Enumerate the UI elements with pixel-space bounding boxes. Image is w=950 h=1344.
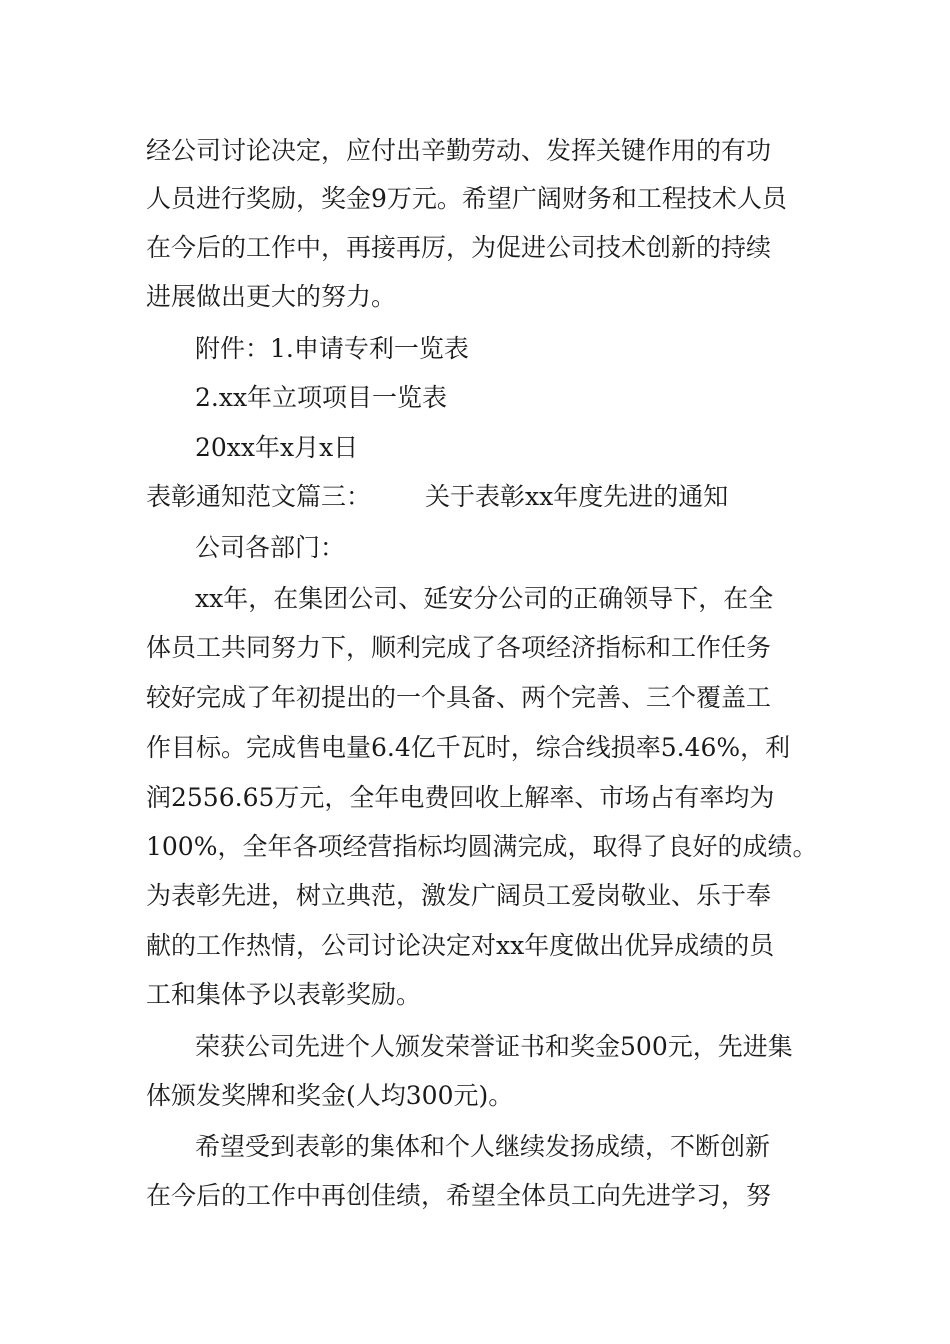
date-line: 20xx年x月x日: [195, 433, 359, 462]
attachment-line: 附件：1.申请专利一览表: [195, 334, 469, 363]
paragraph-line: 较好完成了年初提出的一个具备、两个完善、三个覆盖工: [146, 683, 772, 712]
paragraph-line: 在今后的工作中再创佳绩，希望全体员工向先进学习，努: [146, 1181, 772, 1210]
salutation: 公司各部门：: [195, 533, 346, 562]
paragraph-line: 进展做出更大的努力。: [146, 282, 397, 311]
section-heading: [146, 482, 371, 512]
paragraph-line: 100%，全年各项经营指标均圆满完成，取得了良好的成绩。: [146, 832, 818, 861]
paragraph-line: 作目标。完成售电量6.4亿千瓦时，综合线损率5.46%，利: [146, 733, 791, 762]
paragraph-line: 在今后的工作中，再接再厉，为促进公司技术创新的持续: [146, 233, 772, 262]
paragraph-line: 为表彰先进，树立典范，激发广阔员工爱岗敬业、乐于奉: [146, 881, 772, 910]
paragraph-line: xx年，在集团公司、延安分公司的正确领导下，在全: [195, 584, 774, 613]
attachment-line: 2.xx年立项项目一览表: [195, 383, 448, 412]
paragraph-line: 人员进行奖励，奖金9万元。希望广阔财务和工程技术人员: [146, 184, 787, 213]
section-heading-label: 表彰通知范文篇三：: [146, 482, 372, 511]
paragraph-line: 润2556.65万元，全年电费回收上解率、市场占有率均为: [146, 783, 775, 812]
section-heading-title: 关于表彰xx年度先进的通知: [425, 482, 729, 511]
paragraph-line: 体颁发奖牌和奖金(人均300元)。: [146, 1081, 514, 1110]
paragraph-line: 经公司讨论决定，应付出辛勤劳动、发挥关键作用的有功: [146, 136, 772, 165]
paragraph-line: 体员工共同努力下，顺利完成了各项经济指标和工作任务: [146, 633, 772, 662]
paragraph-line: 希望受到表彰的集体和个人继续发扬成绩，不断创新: [195, 1132, 771, 1161]
paragraph-line: 献的工作热情，公司讨论决定对xx年度做出优异成绩的员: [146, 931, 775, 960]
paragraph-line: 工和集体予以表彰奖励。: [146, 980, 422, 1009]
paragraph-line: 荣获公司先进个人颁发荣誉证书和奖金500元，先进集: [195, 1032, 793, 1061]
